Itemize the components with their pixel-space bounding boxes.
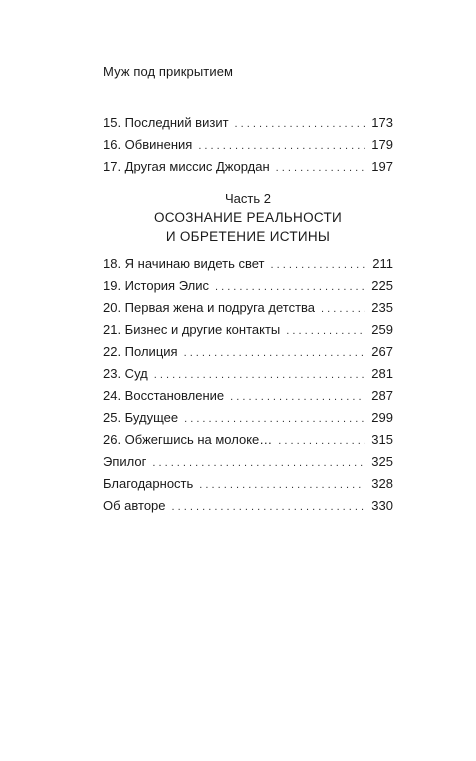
- toc-entry: [103, 300, 393, 322]
- toc-entry-page: 173: [371, 115, 393, 130]
- toc-leader-dots: [276, 162, 365, 174]
- toc-entry-page: 235: [371, 300, 393, 315]
- running-head: Муж под прикрытием: [103, 64, 234, 79]
- toc-leader-dots: [198, 140, 365, 152]
- toc-entry: [103, 410, 393, 432]
- toc-leader-dots: [199, 479, 365, 491]
- toc-entry-page: 315: [371, 432, 393, 447]
- toc-leader-dots: [278, 435, 365, 447]
- toc-entry-page: 179: [371, 137, 393, 152]
- toc-leader-dots: [271, 259, 365, 271]
- toc-entry-title: 26. Обжегшись на молоке…: [103, 432, 273, 447]
- toc-leader-dots: [184, 413, 365, 425]
- toc-leader-dots: [286, 325, 365, 337]
- toc-entry: [103, 344, 393, 366]
- toc-entry: [103, 278, 393, 300]
- toc-entry-page: 299: [371, 410, 393, 425]
- toc-entry: [103, 454, 393, 476]
- toc-entry-title: 15. Последний визит: [103, 115, 229, 130]
- part-heading: [103, 190, 393, 246]
- toc-entry-title: 18. Я начинаю видеть свет: [103, 256, 265, 271]
- toc-entry-title: Благодарность: [103, 476, 194, 491]
- toc-entry-page: 328: [371, 476, 393, 491]
- toc-entry-page: 225: [371, 278, 393, 293]
- toc-leader-dots: [184, 347, 365, 359]
- toc-leader-dots: [152, 457, 365, 469]
- toc-entry-title: Эпилог: [103, 454, 147, 469]
- toc-entry-page: 325: [371, 454, 393, 469]
- toc-entry-page: 281: [371, 366, 393, 381]
- part-label: Часть 2: [225, 191, 271, 206]
- toc-entry-title: 24. Восстановление: [103, 388, 225, 403]
- toc-entry: [103, 159, 393, 181]
- part-title-line1: ОСОЗНАНИЕ РЕАЛЬНОСТИ: [153, 210, 343, 225]
- toc-entry-title: 20. Первая жена и подруга детства: [103, 300, 316, 315]
- toc-entry-title: 25. Будущее: [103, 410, 179, 425]
- toc-entry-title: 23. Суд: [103, 366, 148, 381]
- toc-entry-title: 21. Бизнес и другие контакты: [103, 322, 281, 337]
- toc-entry: [103, 137, 393, 159]
- part-title-line2: И ОБРЕТЕНИЕ ИСТИНЫ: [165, 229, 331, 244]
- toc-entry-title: 16. Обвинения: [103, 137, 193, 152]
- toc-entry-page: 211: [372, 256, 393, 271]
- toc-entry: [103, 115, 393, 137]
- toc-leader-dots: [230, 391, 365, 403]
- toc-entry-title: 22. Полиция: [103, 344, 178, 359]
- toc-entry: [103, 432, 393, 454]
- toc-entry-page: 287: [371, 388, 393, 403]
- toc-leader-dots: [172, 501, 365, 513]
- toc-entry-title: Об авторе: [103, 498, 166, 513]
- toc-leader-dots: [215, 281, 365, 293]
- toc-entry: [103, 476, 393, 498]
- toc-leader-dots: [321, 303, 365, 315]
- toc-entry-title: 19. История Элис: [103, 278, 209, 293]
- toc-entry: [103, 498, 393, 520]
- toc-entry: [103, 388, 393, 410]
- toc-entry-page: 259: [371, 322, 393, 337]
- toc-entry-page: 197: [371, 159, 393, 174]
- toc-leader-dots: [154, 369, 365, 381]
- toc-entry: [103, 256, 393, 278]
- toc-entry: [103, 366, 393, 388]
- toc-leader-dots: [235, 118, 365, 130]
- toc-part1-tail: [103, 115, 393, 181]
- toc-entry: [103, 322, 393, 344]
- toc-entry-page: 330: [371, 498, 393, 513]
- toc-part2: [103, 256, 393, 520]
- toc-entry-title: 17. Другая миссис Джордан: [103, 159, 270, 174]
- toc-entry-page: 267: [371, 344, 393, 359]
